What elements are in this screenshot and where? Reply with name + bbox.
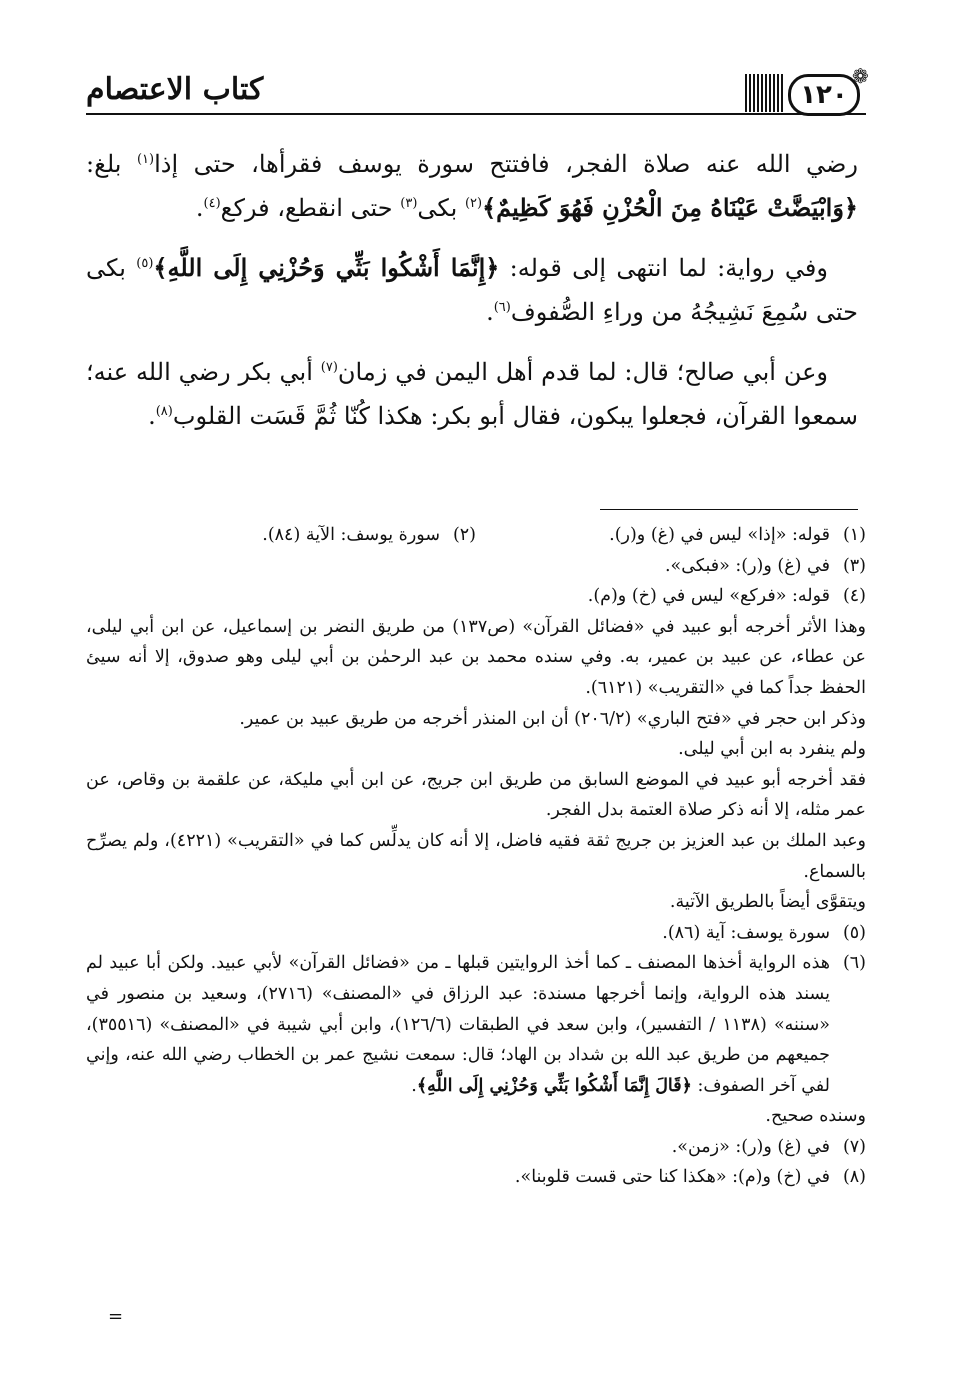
footnote-number: (٨) [842,1167,866,1188]
footnote-3 [86,551,866,582]
footnote-number: (٦) [842,953,866,974]
footnote-4-para-d: فقد أخرجه أبو عبيد في الموضع السابق من طريق ابن جريج، عن ابن أبي مليكة، عن علقمة بن وقاص، عن عمر مثله، إلا أنه ذكر صلاة العتمة بدل الفجر. [86,769,866,821]
text-span: هذه الرواية أخذها المصنف ـ كما أخذ الروايتين قبلها ـ من «فضائل القرآن» لأبي عبيد. ولكن أبا عبيد لم يسند هذه الرواية، وإنما أخرجها مسندة: عبد الرزاق في «المصنف» (٢٧١٦)، وسعيد بن منصور في «سننه» (١١٣٨ / التفسير)، وابن سعد في الطبقات (١٢٦/٦)، وابن أبي شيبة في «المصنف» (٣٥٥١٦)، جميعهم من طريق عبد الله بن شداد بن الهاد؛ قال: سمعت نشيج عمر بن الخطاب رضي الله عنه، وإني لفي آخر الصفوف: [86,953,830,1096]
footnote-8 [86,1162,866,1193]
footnote-ref: (٦) [493,300,511,315]
footnote-text: قوله: «فركع» ليس في (خ) و(م). [587,586,830,607]
text-span: . [411,1075,417,1096]
text-span: بكى حتى سُمِعَ نَشِيجُهُ من وراءِ الصُّفوف [86,254,858,326]
text-span: أبي بكر رضي الله عنه؛ سمعوا القرآن، فجعلوا يبكون، فقال أبو بكر: هكذا كُنّا ثُمَّ قَسَت القلوب [86,358,858,430]
footnote-6 [86,948,866,1101]
footnote-1 [476,520,866,551]
footnote-5 [86,918,866,949]
footnote-2 [86,520,476,551]
text-span: . [195,194,204,222]
footnote-text [86,948,830,1101]
footnote-text: سورة يوسف: آية (٨٦). [662,922,830,943]
header-stripes-ornament [745,74,785,112]
text-span: حتى انقطع، فركع [220,194,401,222]
footnote-4-para-b: وذكر ابن حجر في «فتح الباري» (٢٠٦/٢) أن ابن المنذر أخرجه من طريق عبيد بن عمير. [239,708,866,729]
continuation-mark: = [108,1306,124,1327]
footnote-4-para-c: ولم ينفرد به ابن أبي ليلى. [678,739,866,760]
footnotes [86,520,866,1193]
footnote-number: (٥) [842,922,866,943]
footnote-ref: (٥) [136,256,154,271]
footnote-text: في (غ) و(ر): «زمن». [671,1136,830,1157]
quran-verse: ﴿قَالَ إِنَّمَا أَشْكُوا بَثِّي وَحُزْنِي إِلَى اللَّهِ﴾ [416,1075,692,1096]
footnote-4 [86,581,866,612]
footnote-number: (١) [842,525,866,545]
footnote-text: قوله: «إذا» ليس في (غ) و(ر). [609,525,830,545]
footnote-ref: (٧) [320,360,338,375]
paragraph-1 [86,142,858,230]
paragraph-3 [86,350,858,438]
text-span: بلغ: [86,150,137,178]
footnote-number: (٤) [842,586,866,607]
footnote-7 [86,1132,866,1163]
footnote-number: (٣) [842,555,866,576]
footnote-ref: (١) [136,152,155,167]
footnote-4-para-e: وعبد الملك بن عبد العزيز بن جريج ثقة فقيه فاضل، إلا أنه كان يدلِّس كما في «التقريب» (٤٢٢١)، ولم يصرِّح بالسماع. [86,830,866,882]
page-number-ornament: ❁ [852,64,869,88]
quran-verse: ﴿إِنَّمَا أَشْكُوا بَثِّي وَحُزْنِي إِلَى اللَّهِ﴾ [153,253,500,282]
footnote-ref: (٤) [203,196,221,211]
text-span: وعن أبي صالح؛ قال: لما قدم أهل اليمن في زمان [337,358,829,386]
footnote-text: سورة يوسف: الآية (٨٤). [262,525,440,545]
page-number: ١٢٠ [788,74,860,116]
text-span: وفي رواية: لما انتهى إلى قوله: [499,254,828,282]
footnote-4-para-a: وهذا الأثر أخرجه أبو عبيد في «فضائل القرآن» (ص١٣٧) من طريق النضر بن إسماعيل، عن ابن أبي ليلى، عن عطاء، عن عبيد بن عمير، به. وفي سنده محمد بن عبد الرحمٰن بن أبي ليلى وهو صدوق، إلا أنه سيئ الحفظ جداً كما في «التقريب» (٦١٢١). [86,616,866,698]
footnote-ref: (٣) [400,196,418,211]
footnote-ref: (٢) [464,196,483,211]
footnote-number: (٢) [452,525,476,545]
paragraph-2 [86,246,858,334]
text-span: بكى [417,194,465,222]
text-span: . [486,298,494,326]
running-title: كتاب الاعتصام [86,72,264,107]
footnote-text: في (غ) و(ر): «فبكى». [664,555,830,576]
main-text [86,142,858,454]
header-rule [86,113,866,115]
footnote-6-para-b: وسنده صحيح. [765,1106,866,1127]
footnote-number: (٧) [842,1136,866,1157]
footnote-separator [600,509,858,510]
text-span: . [148,402,156,430]
quran-verse: ﴿وَابْيَضَّتْ عَيْنَاهُ مِنَ الْحُزْنِ فَهُوَ كَظِيمٌ﴾ [482,193,858,222]
text-span: رضي الله عنه صلاة الفجر، فافتتح سورة يوسف فقرأها، حتى إذا [154,150,859,178]
footnote-4-para-f: ويتقوَّى أيضاً بالطريق الآتية. [669,892,866,913]
footnote-ref: (٨) [155,404,173,419]
footnote-text: في (خ) و(م): «هكذا كنا حتى قست قلوبنا». [514,1167,830,1188]
footnote-row [86,520,866,551]
